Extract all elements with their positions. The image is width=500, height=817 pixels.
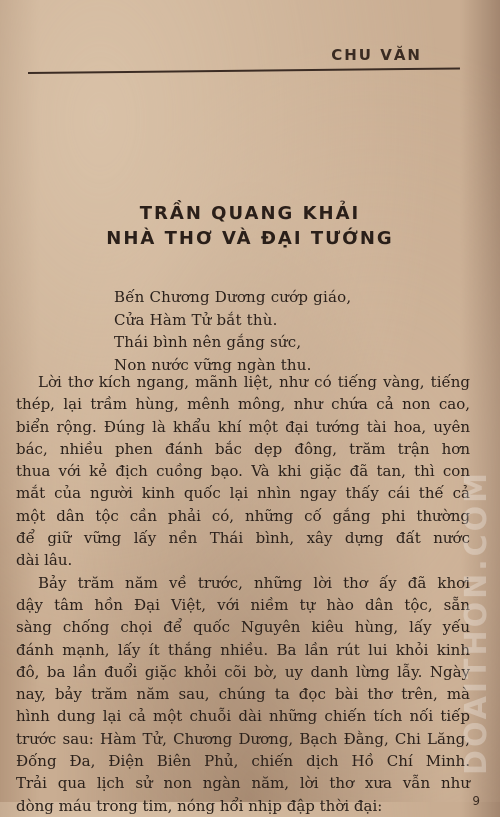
body-line: Trải qua lịch sử non ngàn năm, lời thơ xưa vẫn như <box>16 774 470 793</box>
body-line: dài lâu. <box>16 551 73 570</box>
body-line: thép, lại trầm hùng, mênh mông, như chứa cả non cao, <box>16 395 470 414</box>
body-line: nay, bảy trăm năm sau, chúng ta đọc bài thơ trên, mà <box>16 685 470 704</box>
body-line: mắt của người kinh quốc lại nhìn ngay thấy cái thế cả <box>16 484 470 503</box>
body-line: trước sau: Hàm Tử, Chương Dương, Bạch Đằng, Chi Lăng, <box>16 729 470 748</box>
body-line: dậy tâm hồn Đại Việt, với niềm tự hào dân tộc, sẵn <box>16 595 470 614</box>
body-line: Lời thơ kích ngang, mãnh liệt, như có tiếng vàng, tiếng <box>38 373 470 391</box>
body-line: đánh mạnh, lấy ít thắng nhiều. Ba lần rút lui khỏi kinh <box>16 640 470 659</box>
body-line: một dân tộc cần phải có, những cố gắng phi thường <box>16 506 470 525</box>
chapter-title-line-2: NHÀ THƠ VÀ ĐẠI TƯỚNG <box>106 228 394 249</box>
site-watermark: DOAITHON.COM <box>459 470 494 775</box>
body-line: Đống Đa, Điện Biên Phủ, chiến dịch Hồ Chí Minh. <box>16 752 470 771</box>
body-line: đô, ba lần đuổi giặc khỏi cõi bờ, uy danh lừng lẫy. Ngày <box>16 662 470 681</box>
body-line: sàng chống chọi để quốc Nguyên kiêu hùng, lấy yếu <box>16 618 470 637</box>
body-text <box>16 371 470 817</box>
page-number: 9 <box>472 794 480 808</box>
body-line: dòng máu trong tim, nóng hổi nhịp đập thời đại: <box>16 796 383 815</box>
chapter-title-line-1: TRẦN QUANG KHẢI <box>139 203 361 224</box>
poem-block <box>114 286 351 376</box>
body-line: biển rộng. Đúng là khẩu khí một đại tướng tài hoa, uyên <box>16 417 470 436</box>
body-line: hình dung lại cả một chuỗi dài những chiến tích nối tiếp <box>16 707 470 726</box>
body-line: để giữ vững lấy nền Thái bình, xây dựng đất nước <box>16 529 470 548</box>
body-line: Bảy trăm năm về trước, những lời thơ ấy đã khơi <box>38 573 470 592</box>
poem-line: Cửa Hàm Tử bắt thù. <box>114 310 278 329</box>
header-rule <box>28 67 460 74</box>
body-line: bác, nhiều phen đánh bắc dẹp đông, trăm trận hơn <box>16 439 470 458</box>
poem-line: Thái bình nên gắng sức, <box>114 333 302 351</box>
running-head: CHU VĂN <box>331 46 422 64</box>
poem-line: Bến Chương Dương cướp giáo, <box>114 288 352 306</box>
body-line: thua với kẻ địch cuồng bạo. Và khi giặc đã tan, thì con <box>16 462 470 481</box>
poem-line: Non nước vững ngàn thu. <box>114 355 312 374</box>
